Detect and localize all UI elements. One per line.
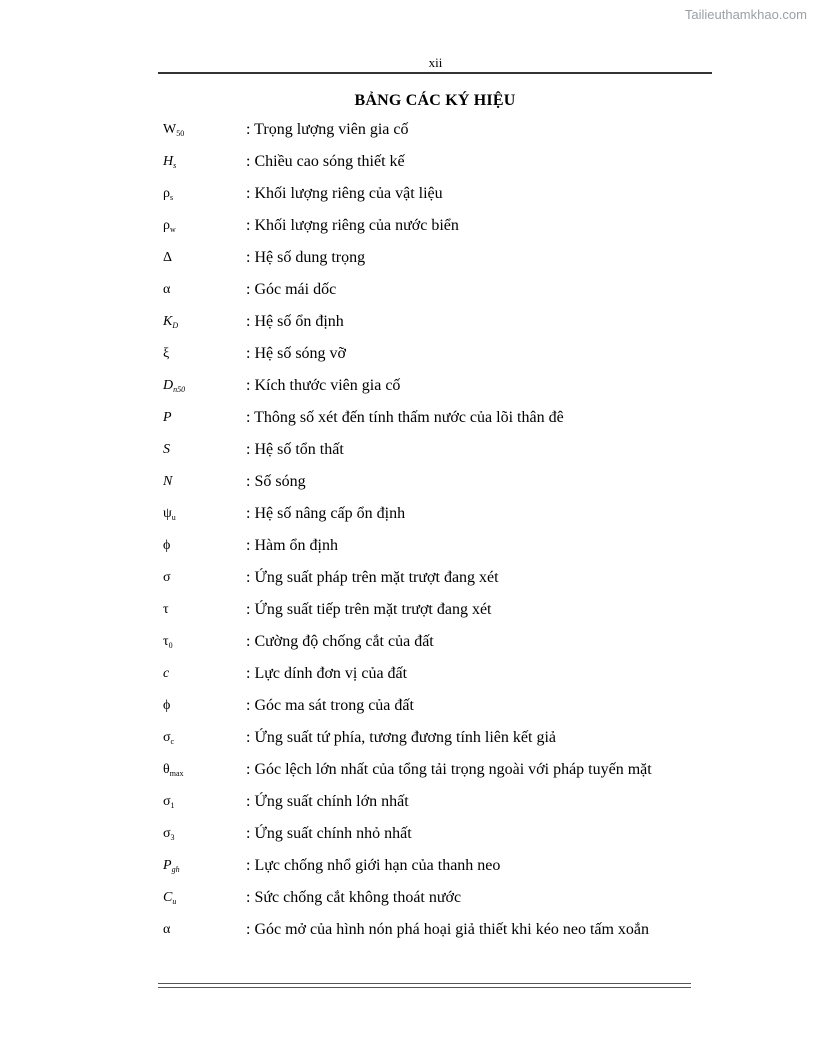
symbol-notation	[163, 630, 173, 658]
symbol-notation	[163, 598, 169, 622]
symbol-subscript: n50	[173, 385, 186, 394]
symbol-description: : Trọng lượng viên gia cố	[246, 121, 409, 138]
symbol-row	[0, 246, 816, 270]
symbol-row	[0, 854, 816, 878]
symbol-notation	[163, 854, 180, 882]
symbol-subscript: u	[171, 513, 176, 522]
symbol-subscript: s	[173, 161, 177, 170]
symbol-subscript: u	[172, 897, 177, 906]
symbol-row	[0, 470, 816, 494]
symbol-row	[0, 374, 816, 398]
symbol-description: : Khối lượng riêng của vật liệu	[246, 185, 443, 202]
symbol-base: α	[163, 922, 171, 937]
symbol-notation	[163, 694, 170, 718]
symbol-description: : Cường độ chống cắt của đất	[246, 633, 434, 650]
symbol-description: : Ứng suất tứ phía, tương đương tính liên kết giả	[246, 729, 556, 746]
symbol-notation	[163, 918, 170, 942]
symbol-notation	[163, 182, 173, 210]
symbol-description: : Hệ số nâng cấp ổn định	[246, 505, 406, 522]
symbol-description: : Sức chống cắt không thoát nước	[246, 889, 462, 906]
header-rule	[158, 72, 712, 74]
symbol-row	[0, 342, 816, 366]
page-number: xii	[428, 55, 443, 70]
symbol-description: : Góc ma sát trong của đất	[246, 697, 414, 714]
symbol-description: : Kích thước viên gia cố	[246, 377, 401, 394]
symbol-base: τ	[163, 634, 169, 649]
symbol-description: : Hàm ổn định	[246, 537, 338, 554]
symbol-description: : Góc mở của hình nón phá hoại giả thiết khi kéo neo tấm xoắn	[246, 921, 650, 938]
symbol-base: P	[163, 410, 172, 425]
symbol-row	[0, 182, 816, 206]
symbol-base: W	[163, 122, 177, 137]
symbol-notation	[163, 566, 171, 590]
symbol-notation	[163, 886, 176, 914]
symbol-base: σ	[163, 794, 171, 809]
symbol-description: : Khối lượng riêng của nước biển	[246, 217, 459, 234]
symbol-row	[0, 918, 816, 942]
symbol-description: : Ứng suất chính nhỏ nhất	[246, 825, 412, 842]
symbol-subscript: s	[170, 193, 174, 202]
symbol-base: K	[163, 314, 173, 329]
symbol-notation	[163, 118, 184, 146]
symbol-notation	[163, 310, 178, 338]
symbol-description: : Hệ số ổn định	[246, 313, 344, 330]
symbol-row	[0, 502, 816, 526]
symbol-row	[0, 214, 816, 238]
symbol-row	[0, 726, 816, 750]
symbol-base: σ	[163, 826, 171, 841]
symbol-base: α	[163, 282, 171, 297]
symbol-description: : Ứng suất chính lớn nhất	[246, 793, 409, 810]
symbol-row	[0, 534, 816, 558]
symbol-notation	[163, 406, 172, 430]
symbol-notation	[163, 150, 176, 178]
symbol-base: ρ	[163, 186, 170, 201]
symbol-notation	[163, 278, 170, 302]
symbol-description: : Góc mái dốc	[246, 281, 337, 298]
symbol-subscript: c	[170, 737, 175, 746]
symbol-row	[0, 758, 816, 782]
symbol-subscript: w	[170, 225, 176, 234]
symbol-notation	[163, 246, 172, 270]
symbol-description: : Ứng suất pháp trên mặt trượt đang xét	[246, 569, 499, 586]
symbol-base: C	[163, 890, 173, 905]
symbol-row	[0, 406, 816, 430]
symbol-notation	[163, 534, 170, 558]
symbol-notation	[163, 662, 169, 686]
symbol-subscript: 3	[170, 833, 175, 842]
symbol-row	[0, 630, 816, 654]
symbol-notation	[163, 790, 175, 818]
symbol-notation	[163, 822, 175, 850]
symbol-row	[0, 694, 816, 718]
symbol-row	[0, 310, 816, 334]
symbol-notation	[163, 342, 169, 366]
page-title: BẢNG CÁC KÝ HIỆU	[354, 92, 516, 109]
symbol-description: : Hệ số dung trọng	[246, 249, 366, 266]
symbol-row	[0, 790, 816, 814]
symbol-notation	[163, 726, 174, 754]
footer-rule	[158, 983, 691, 988]
symbol-row	[0, 438, 816, 462]
symbol-subscript: 1	[170, 801, 175, 810]
symbol-base: S	[163, 442, 170, 457]
symbol-description: : Chiều cao sóng thiết kế	[246, 153, 405, 170]
symbol-subscript: 50	[176, 129, 185, 138]
symbol-base: τ	[163, 602, 169, 617]
symbol-notation	[163, 214, 176, 242]
symbol-base: ψ	[163, 506, 172, 521]
symbol-base: N	[163, 474, 173, 489]
symbol-base: ϕ	[163, 538, 171, 553]
symbol-base: D	[163, 378, 174, 393]
symbol-row	[0, 598, 816, 622]
symbol-subscript: D	[172, 321, 179, 330]
symbol-row	[0, 662, 816, 686]
symbol-notation	[163, 470, 172, 494]
symbol-base: H	[163, 154, 174, 169]
symbol-subscript: gh	[171, 865, 180, 874]
symbol-row	[0, 150, 816, 174]
symbol-description: : Hệ số tổn thất	[246, 441, 344, 458]
symbol-subscript: 0	[168, 641, 173, 650]
symbol-row	[0, 822, 816, 846]
symbol-base: θ	[163, 762, 170, 777]
symbol-description: : Hệ số sóng vỡ	[246, 345, 347, 362]
symbol-base: c	[163, 666, 170, 681]
symbol-description: : Số sóng	[246, 473, 306, 490]
symbol-base: ξ	[163, 346, 170, 361]
symbol-description: : Lực chống nhổ giới hạn của thanh neo	[246, 857, 501, 874]
symbol-base: σ	[163, 570, 171, 585]
symbol-base: σ	[163, 730, 171, 745]
symbol-subscript: max	[169, 769, 184, 778]
symbol-notation	[163, 438, 170, 462]
symbol-base: Δ	[163, 250, 173, 265]
symbol-notation	[163, 758, 184, 786]
symbol-row	[0, 886, 816, 910]
symbol-description: : Góc lệch lớn nhất của tổng tải trọng ngoài với pháp tuyến mặt	[246, 761, 652, 778]
symbol-row	[0, 118, 816, 142]
symbol-base: P	[163, 858, 172, 873]
symbol-notation	[163, 374, 185, 402]
symbol-row	[0, 278, 816, 302]
symbol-description: : Lực dính đơn vị của đất	[246, 665, 408, 682]
symbol-base: ρ	[163, 218, 170, 233]
symbol-notation	[163, 502, 176, 530]
symbol-description: : Ứng suất tiếp trên mặt trượt đang xét	[246, 601, 492, 618]
symbol-description: : Thông số xét đến tính thấm nước của lõi thân đê	[246, 409, 564, 426]
symbol-row	[0, 566, 816, 590]
watermark-text: Tailieuthamkhao.com	[684, 7, 807, 22]
symbol-base: ϕ	[163, 698, 171, 713]
